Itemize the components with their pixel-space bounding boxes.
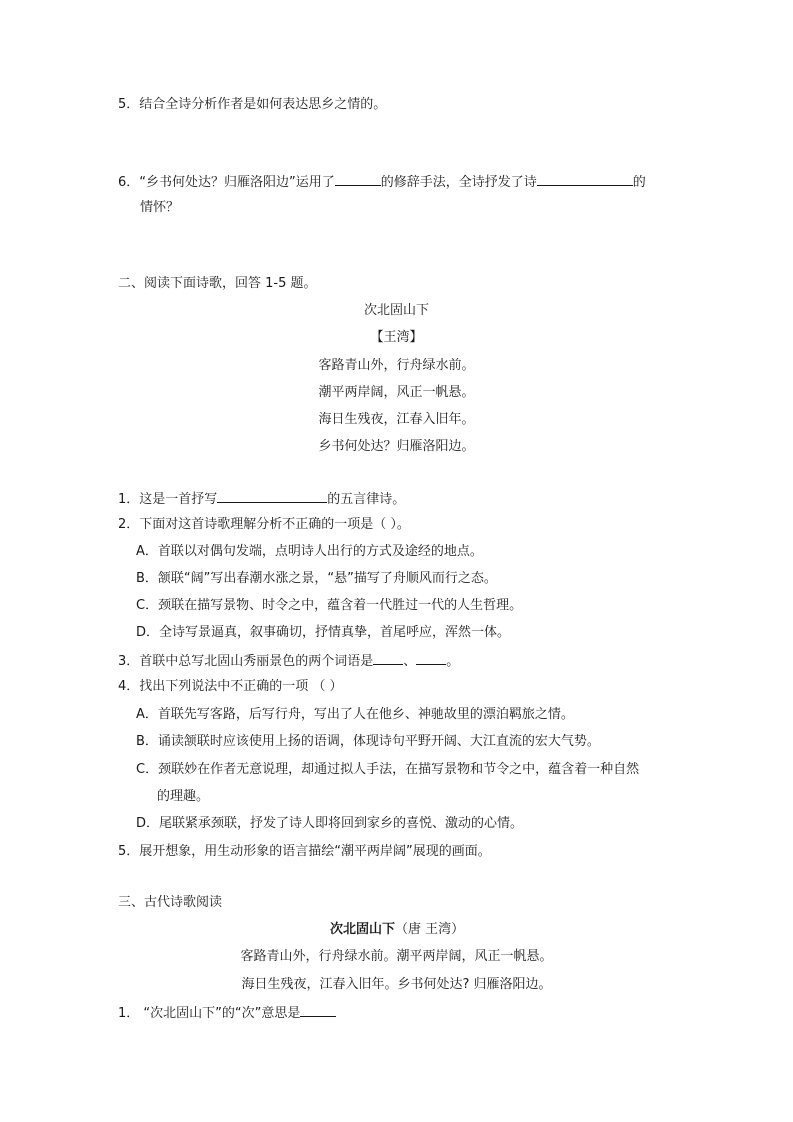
option-a: A．首联以对偶句发端，点明诗人出行的方式及途经的地点。	[136, 544, 483, 559]
answer-blank[interactable]	[416, 651, 446, 665]
question-2: 2．下面对这首诗歌理解分析不正确的一项是（ ）。	[118, 517, 410, 532]
option-c: C．颈联在描写景物、时令之中，蕴含着一代胜过一代的人生哲理。	[136, 598, 523, 613]
poem-author: 【王湾】	[370, 330, 423, 345]
option-c: C．颈联妙在作者无意说理，却通过拟人手法，在描写景物和节令之中，蕴含着一种自然	[136, 762, 640, 777]
section-heading: 二、阅读下面诗歌，回答 1-5 题。	[118, 276, 317, 291]
poem-line: 客路青山外，行舟绿水前。	[318, 358, 475, 373]
question-1: 1． “次北固山下”的“次”意思是	[118, 1003, 336, 1021]
question-5: 5．展开想象，用生动形象的语言描绘“潮平两岸阔”展现的画面。	[118, 844, 491, 859]
answer-blank[interactable]	[537, 172, 633, 186]
option-a: A．首联先写客路，后写行舟，写出了人在他乡、神驰故里的漂泊羁旅之情。	[136, 707, 574, 722]
answer-blank[interactable]	[373, 651, 403, 665]
question-1: 1．这是一首抒写 的五言律诗。	[118, 489, 405, 507]
question-5: 5．结合全诗分析作者是如何表达思乡之情的。	[118, 97, 387, 112]
section-heading: 三、古代诗歌阅读	[118, 895, 223, 910]
poem-line: 潮平两岸阔，风正一帆悬。	[318, 385, 475, 400]
poem-line: 客路青山外，行舟绿水前。潮平两岸阔，风正一帆悬。	[240, 949, 553, 964]
question-3: 3．首联中总写北固山秀丽景色的两个词语是 、 。	[118, 651, 459, 669]
question-6-continued: 情怀？	[140, 200, 180, 215]
poem-author: （唐 王湾）	[395, 922, 465, 937]
option-b: B．颔联“阔”写出春潮水涨之景，“悬”描写了舟顺风而行之态。	[136, 571, 497, 586]
question-4: 4．找出下列说法中不正确的一项 （ ）	[118, 679, 343, 694]
answer-blank[interactable]	[217, 489, 327, 503]
answer-blank[interactable]	[300, 1003, 336, 1017]
poem-line: 海日生残夜，江春入旧年。乡书何处达? 归雁洛阳边。	[241, 977, 552, 992]
poem-title: 次北固山下	[363, 303, 429, 318]
option-c-continued: 的理趣。	[157, 789, 210, 804]
option-b: B．诵读颔联时应该使用上扬的语调，体现诗句平野开阔、大江直流的宏大气势。	[136, 734, 600, 749]
poem-line: 海日生残夜，江春入旧年。	[318, 412, 475, 427]
poem-line: 乡书何处达？归雁洛阳边。	[318, 439, 475, 454]
poem-heading	[330, 921, 464, 939]
question-6: 6．“乡书何处达？归雁洛阳边”运用了 的修辞手法，全诗抒发了诗 的	[118, 172, 646, 190]
poem-title: 次北固山下	[330, 922, 396, 937]
option-d: D．尾联紧承颈联，抒发了诗人即将回到家乡的喜悦、激动的心情。	[136, 816, 524, 831]
option-d: D．全诗写景逼真，叙事确切，抒情真挚，首尾呼应，浑然一体。	[136, 625, 511, 640]
answer-blank[interactable]	[335, 172, 381, 186]
